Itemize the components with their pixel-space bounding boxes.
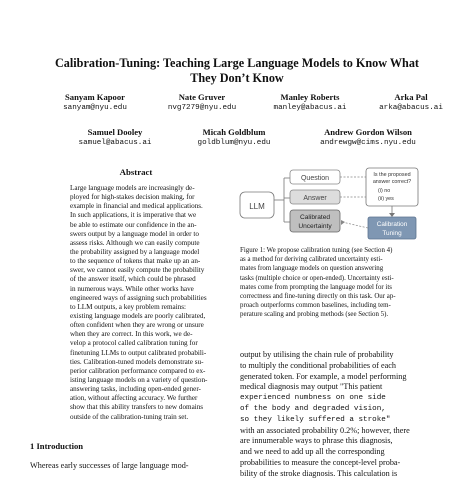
author-name: Samuel Dooley xyxy=(87,127,143,137)
abstract-line: Large language models are increasingly de- xyxy=(70,184,195,192)
abstract-line: outside of the calibration-tuning train set. xyxy=(70,412,189,421)
abstract-line: assess risks. Although we can easily compute xyxy=(70,238,200,247)
abstract-line-text: velop a protocol called calibration tuning for xyxy=(70,339,198,348)
abstract-line: ployed for high-stakes decision making, for xyxy=(70,193,195,202)
author-block xyxy=(368,92,454,113)
code-line: so they likely suffered a stroke" xyxy=(240,415,391,424)
author-block xyxy=(55,127,175,148)
author-name: Micah Goldblum xyxy=(202,127,266,137)
author-block xyxy=(178,127,290,148)
body-line: and we need to add up all the corresponding xyxy=(240,447,385,457)
caption-line: Figure 1: We propose calibration tuning (see Section 4) xyxy=(240,247,393,254)
abstract-line: to the sequence of tokens that make up an an- xyxy=(70,257,201,266)
abstract-line: swer, we cannot easily compute the probability xyxy=(70,266,205,275)
abstract-line: often confident when they are wrong or unsure xyxy=(70,321,204,330)
answer-label: Answer xyxy=(303,195,327,202)
body-line: output by utilising the chain rule of probability xyxy=(240,350,394,359)
abstract-line: engineered ways of assigning such probabilities xyxy=(70,293,207,302)
author-block xyxy=(150,92,254,113)
paper-title xyxy=(40,56,434,85)
abstract-line: perior calibration performance compared to ex- xyxy=(70,366,206,375)
question-label: Question xyxy=(300,175,330,182)
author-block xyxy=(298,127,438,148)
intro-text xyxy=(30,460,230,471)
caption-line: tasks (multiple choice or open-ended). Uncertainty esti- xyxy=(240,274,394,282)
abstract-line: answering tasks, including open-ended gener- xyxy=(70,385,201,394)
abstract-line: when they are correct. In this work, we de- xyxy=(70,330,193,339)
figure-diagram xyxy=(238,164,458,244)
caption-line: as a method for deriving calibrated uncertainty esti- xyxy=(240,256,383,264)
author-name: Arka Pal xyxy=(394,92,428,102)
abstract-line: ties. Calibration-tuned models demonstrate su- xyxy=(70,357,204,366)
author-email: arka@abacus.ai xyxy=(379,104,443,112)
arrowhead-icon xyxy=(389,213,395,217)
abstract-line: example in financial and medical applications. xyxy=(70,202,203,211)
abstract-body xyxy=(70,184,225,422)
body-text-right xyxy=(240,350,455,480)
code-line: of the body and degraded vision, xyxy=(240,404,386,413)
prompt-line-2: answer correct? xyxy=(372,179,412,185)
caption-line: proach outperforms common baselines, including tem- xyxy=(240,302,391,310)
caption-line: mates come from prompting the language model for its xyxy=(240,283,392,291)
author-block xyxy=(40,92,150,113)
code-line: experienced numbness on one side xyxy=(240,394,386,403)
abstract-line: be able to estimate our confidence in the an- xyxy=(70,220,197,229)
title-line-1: Calibration-Tuning: Teaching Large Language Models to Know What xyxy=(55,56,419,70)
prompt-line-1: Is the proposed xyxy=(373,172,411,178)
author-name: Sanyam Kapoor xyxy=(65,92,125,102)
author-name: Nate Gruver xyxy=(178,92,226,102)
prompt-line-3: (i) no xyxy=(378,188,391,194)
author-email: andrewgw@cims.nyu.edu xyxy=(320,139,416,147)
arrowhead-icon xyxy=(341,220,345,225)
body-line: to multiply the conditional probabilities of each xyxy=(240,360,396,370)
author-block xyxy=(254,92,366,113)
title-line-2: They Don’t Know xyxy=(190,70,284,85)
author-email: nvg7279@nyu.edu xyxy=(167,104,237,112)
author-email: sanyam@nyu.edu xyxy=(63,104,127,112)
feedback-arrow xyxy=(342,222,368,228)
body-line: bility of the stroke diagnosis. This calculation is xyxy=(240,468,398,478)
abstract-heading: Abstract xyxy=(119,167,153,177)
calibrated-label-1: Calibrated xyxy=(299,214,331,221)
abstract-line: to LLM outputs, a key problem remains: xyxy=(70,302,187,311)
figure-caption xyxy=(240,246,450,320)
body-line: are innumerable ways to phrase this diagnosis, xyxy=(240,436,393,446)
body-line: with an associated probability 0.2%; however, there xyxy=(240,425,410,435)
abstract-line: isting language models on a variety of question- xyxy=(70,375,208,384)
abstract-line: finetuning LLMs to output calibrated probabili- xyxy=(70,348,207,357)
abstract-line: the probability assigned by a language model xyxy=(70,247,200,256)
author-email: samuel@abacus.ai xyxy=(78,139,152,147)
body-line: generated token. For example, a model performing xyxy=(240,371,407,381)
author-email: goldblum@nyu.edu xyxy=(197,139,271,147)
abstract-line: In such applications, it is imperative that we xyxy=(70,211,197,220)
author-name: Manley Roberts xyxy=(280,92,340,102)
abstract-line: existing language models are poorly calibrated, xyxy=(70,311,206,320)
abstract-line: show that this ability transfers to new domains xyxy=(70,403,204,412)
prompt-line-4: (ii) yes xyxy=(378,196,394,202)
author-email: manley@abacus.ai xyxy=(273,104,347,112)
body-line: medical diagnosis may output "This patient xyxy=(240,382,383,392)
caption-line: mates from language models on question answering xyxy=(240,265,384,273)
author-name: Andrew Gordon Wilson xyxy=(324,127,412,137)
section-heading: 1 Introduction xyxy=(30,441,84,451)
abstract-line: of the answer itself, which could be phrased xyxy=(70,275,196,284)
intro-line: Whereas early successes of large language mod- xyxy=(30,461,189,470)
tuning-label-1: Calibration xyxy=(376,221,408,228)
abstract-line: in numerous ways. While other works have xyxy=(70,284,194,293)
tuning-label-2: Tuning xyxy=(382,230,402,237)
abstract-line: swers output by a language model in order to xyxy=(70,229,199,238)
abstract-line: ation, without affecting accuracy. We further xyxy=(70,394,198,403)
llm-label: LLM xyxy=(249,202,265,211)
calibrated-label-2: Uncertainty xyxy=(298,223,332,230)
caption-line: correctness and fine-tuning directly on this task. Our ap- xyxy=(240,292,396,300)
abstract-line xyxy=(70,339,225,348)
caption-line: perature scaling and probing methods (see Section 5). xyxy=(240,311,389,319)
body-line: probabilities to measure the concept-level proba- xyxy=(240,457,401,467)
